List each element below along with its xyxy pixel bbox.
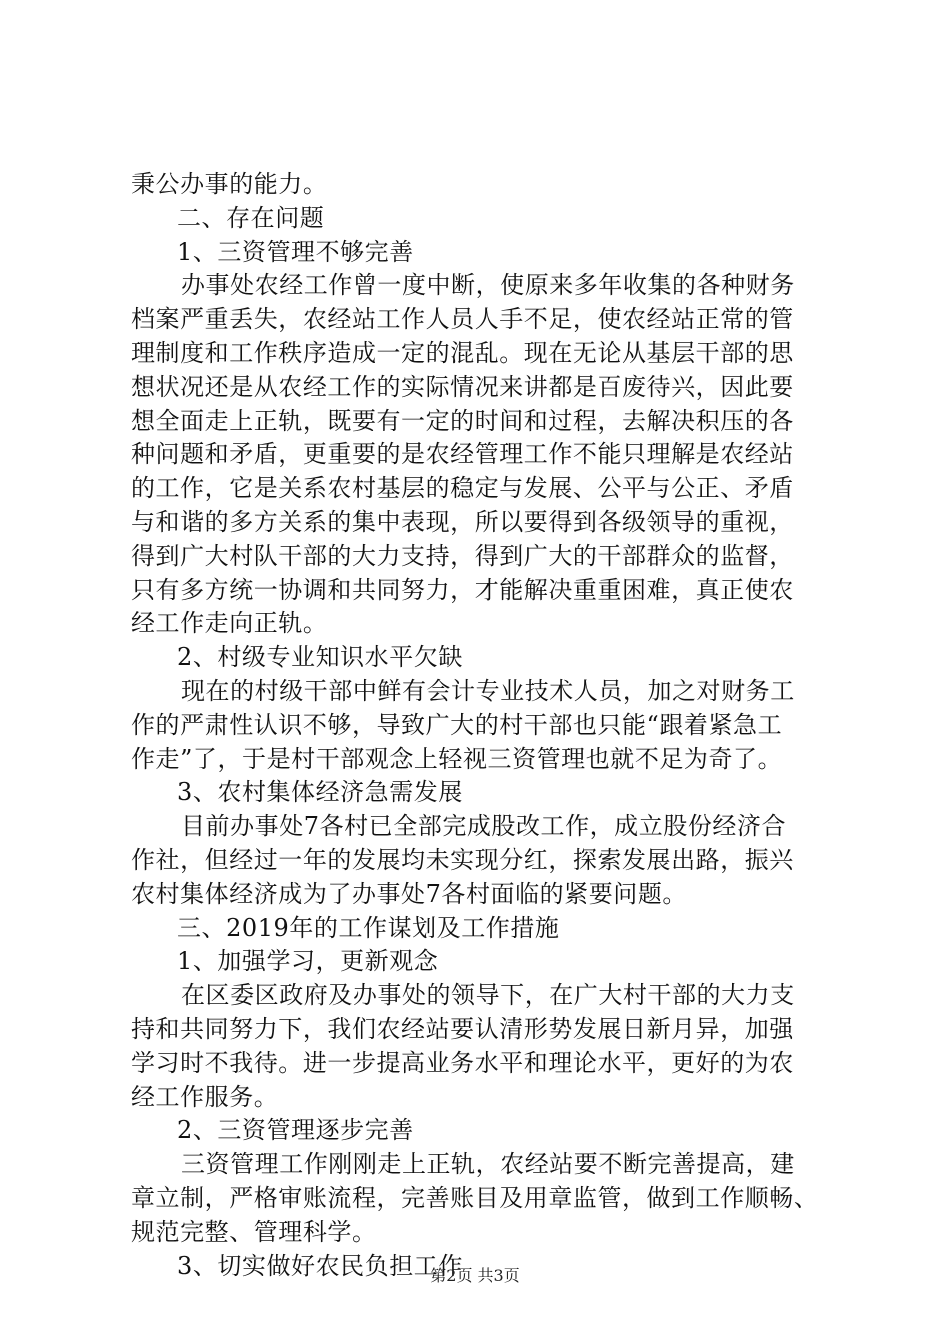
subsection-heading: 3、切实做好农民负担工作 [177,1251,463,1280]
paragraph-line: 目前办事处7各村已全部完成股改工作，成立股份经济合 [181,812,787,841]
document-body [131,168,831,1283]
paragraph-line: 档案严重丢失，农经站工作人员人手不足，使农经站正常的管 [131,305,794,334]
paragraph-line: 想状况还是从农经工作的实际情况来讲都是百废待兴，因此要 [131,372,794,401]
paragraph-line: 作走”了，于是村干部观念上轻视三资管理也就不足为奇了。 [131,744,783,773]
paragraph-line: 种问题和矛盾，更重要的是农经管理工作不能只理解是农经站 [131,440,794,469]
subsection-heading: 1、三资管理不够完善 [177,237,414,266]
paragraph-line: 的工作，它是关系农村基层的稳定与发展、公平与公正、矛盾 [131,474,794,503]
paragraph-line: 章立制，严格审账流程，完善账目及用章监管，做到工作顺畅、 [131,1183,819,1212]
paragraph-line: 现在的村级干部中鲜有会计专业技术人员，加之对财务工 [181,676,795,705]
paragraph-line: 理制度和工作秩序造成一定的混乱。现在无论从基层干部的思 [131,338,794,367]
paragraph-line: 学习时不我待。进一步提高业务水平和理论水平，更好的为农 [131,1048,794,1077]
subsection-heading: 2、村级专业知识水平欠缺 [177,643,463,672]
paragraph-line: 作的严肃性认识不够，导致广大的村干部也只能“跟着紧急工 [131,710,783,739]
paragraph-line: 想全面走上正轨，既要有一定的时间和过程，去解决积压的各 [131,406,794,435]
paragraph-line: 办事处农经工作曾一度中断，使原来多年收集的各种财务 [181,271,795,300]
subsection-heading: 1、加强学习，更新观念 [177,947,439,976]
section-heading: 三、2019年的工作谋划及工作措施 [177,913,560,942]
paragraph-line: 秉公办事的能力。 [131,170,328,198]
paragraph-line: 在区委区政府及办事处的领导下，在广大村干部的大力支 [181,981,795,1010]
paragraph-line: 只有多方统一协调和共同努力，才能解决重重困难，真正使农 [131,575,794,604]
paragraph-line: 持和共同努力下，我们农经站要认清形势发展日新月异，加强 [131,1014,794,1043]
paragraph-line: 经工作走向正轨。 [131,609,328,638]
subsection-heading: 3、农村集体经济急需发展 [177,778,463,807]
paragraph-line: 三资管理工作刚刚走上正轨，农经站要不断完善提高，建 [181,1150,795,1179]
paragraph-line: 规范完整、管理科学。 [131,1217,377,1246]
subsection-heading: 2、三资管理逐步完善 [177,1116,414,1145]
paragraph-line: 农村集体经济成为了办事处7各村面临的紧要问题。 [131,879,687,908]
paragraph-line: 与和谐的多方关系的集中表现，所以要得到各级领导的重视， [131,507,794,536]
paragraph-line: 经工作服务。 [131,1082,279,1111]
paragraph-line: 作社，但经过一年的发展均未实现分红，探索发展出路，振兴 [131,845,794,874]
section-heading: 二、存在问题 [177,203,325,232]
paragraph-line: 得到广大村队干部的大力支持，得到广大的干部群众的监督， [131,541,794,570]
page-number-footer: 第2页 共3页 [430,1266,520,1285]
